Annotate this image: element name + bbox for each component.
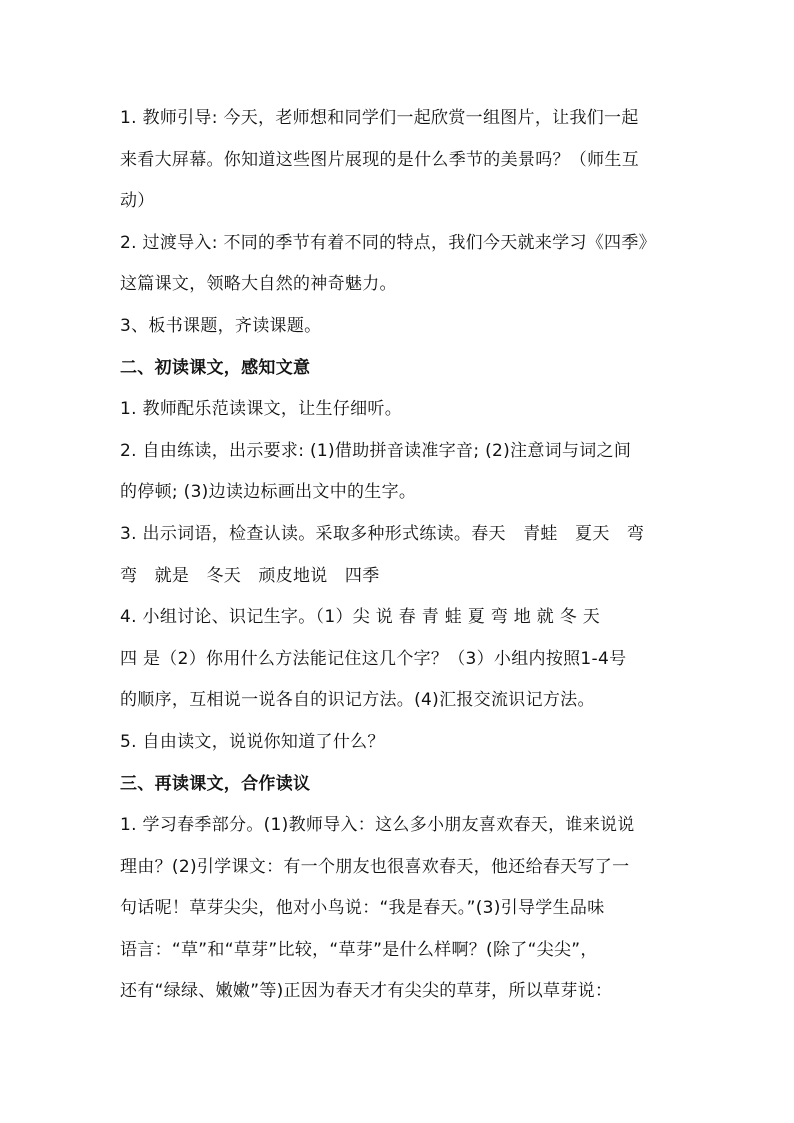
text-line: 1. 教师引导: 今天，老师想和同学们一起欣赏一组图片，让我们一起 <box>120 108 639 128</box>
text-line: 1. 教师配乐范读课文，让生仔细听。 <box>120 399 403 420</box>
text-line: 2. 过渡导入: 不同的季节有着不同的特点，我们今天就来学习《四季》 <box>120 232 656 253</box>
text-line: 3、板书课题，齐读课题。 <box>120 315 322 336</box>
text-line: 句话呢！草芽尖尖，他对小鸟说：“我是春天。”(3)引导学生品味 <box>120 898 605 919</box>
text-line: 弯 就是 冬天 顽皮地说 四季 <box>120 565 380 586</box>
text-line: 3. 出示词语，检查认读。采取多种形式练读。春天 青蛙 夏天 弯 <box>120 523 645 544</box>
text-line: 来看大屏幕。你知道这些图片展现的是什么季节的美景吗？（师生互 <box>120 149 639 170</box>
text-line: 的停顿; (3)边读边标画出文中的生字。 <box>120 482 417 503</box>
section-heading: 三、再读课文，合作读议 <box>120 773 311 794</box>
text-line: 4. 小组讨论、识记生字。（1）尖 说 春 青 蛙 夏 弯 地 就 冬 天 <box>120 607 601 628</box>
document-body <box>120 98 702 1013</box>
text-line: 的顺序，互相说一说各自的识记方法。(4)汇报交流识记方法。 <box>120 690 595 711</box>
text-line: 5. 自由读文，说说你知道了什么？ <box>120 731 385 752</box>
text-line: 还有“绿绿、嫩嫩”等)正因为春天才有尖尖的草芽，所以草芽说： <box>120 981 613 1002</box>
text-line: 动） <box>120 191 155 212</box>
section-heading: 二、初读课文，感知文意 <box>120 357 311 378</box>
text-line: 2. 自由练读，出示要求: (1)借助拼音读准字音; (2)注意词与词之间 <box>120 440 632 461</box>
text-line: 这篇课文，领略大自然的神奇魅力。 <box>120 274 397 295</box>
text-line: 理由？(2)引学课文：有一个朋友也很喜欢春天，他还给春天写了一 <box>120 856 630 877</box>
text-line: 1. 学习春季部分。(1)教师导入：这么多小朋友喜欢春天，谁来说说 <box>120 815 635 836</box>
text-line: 语言：“草”和“草芽”比较，“草芽”是什么样啊？(除了“尖尖”， <box>120 939 598 960</box>
text-line: 四 是（2）你用什么方法能记住这几个字？（3）小组内按照1-4号 <box>120 648 627 669</box>
